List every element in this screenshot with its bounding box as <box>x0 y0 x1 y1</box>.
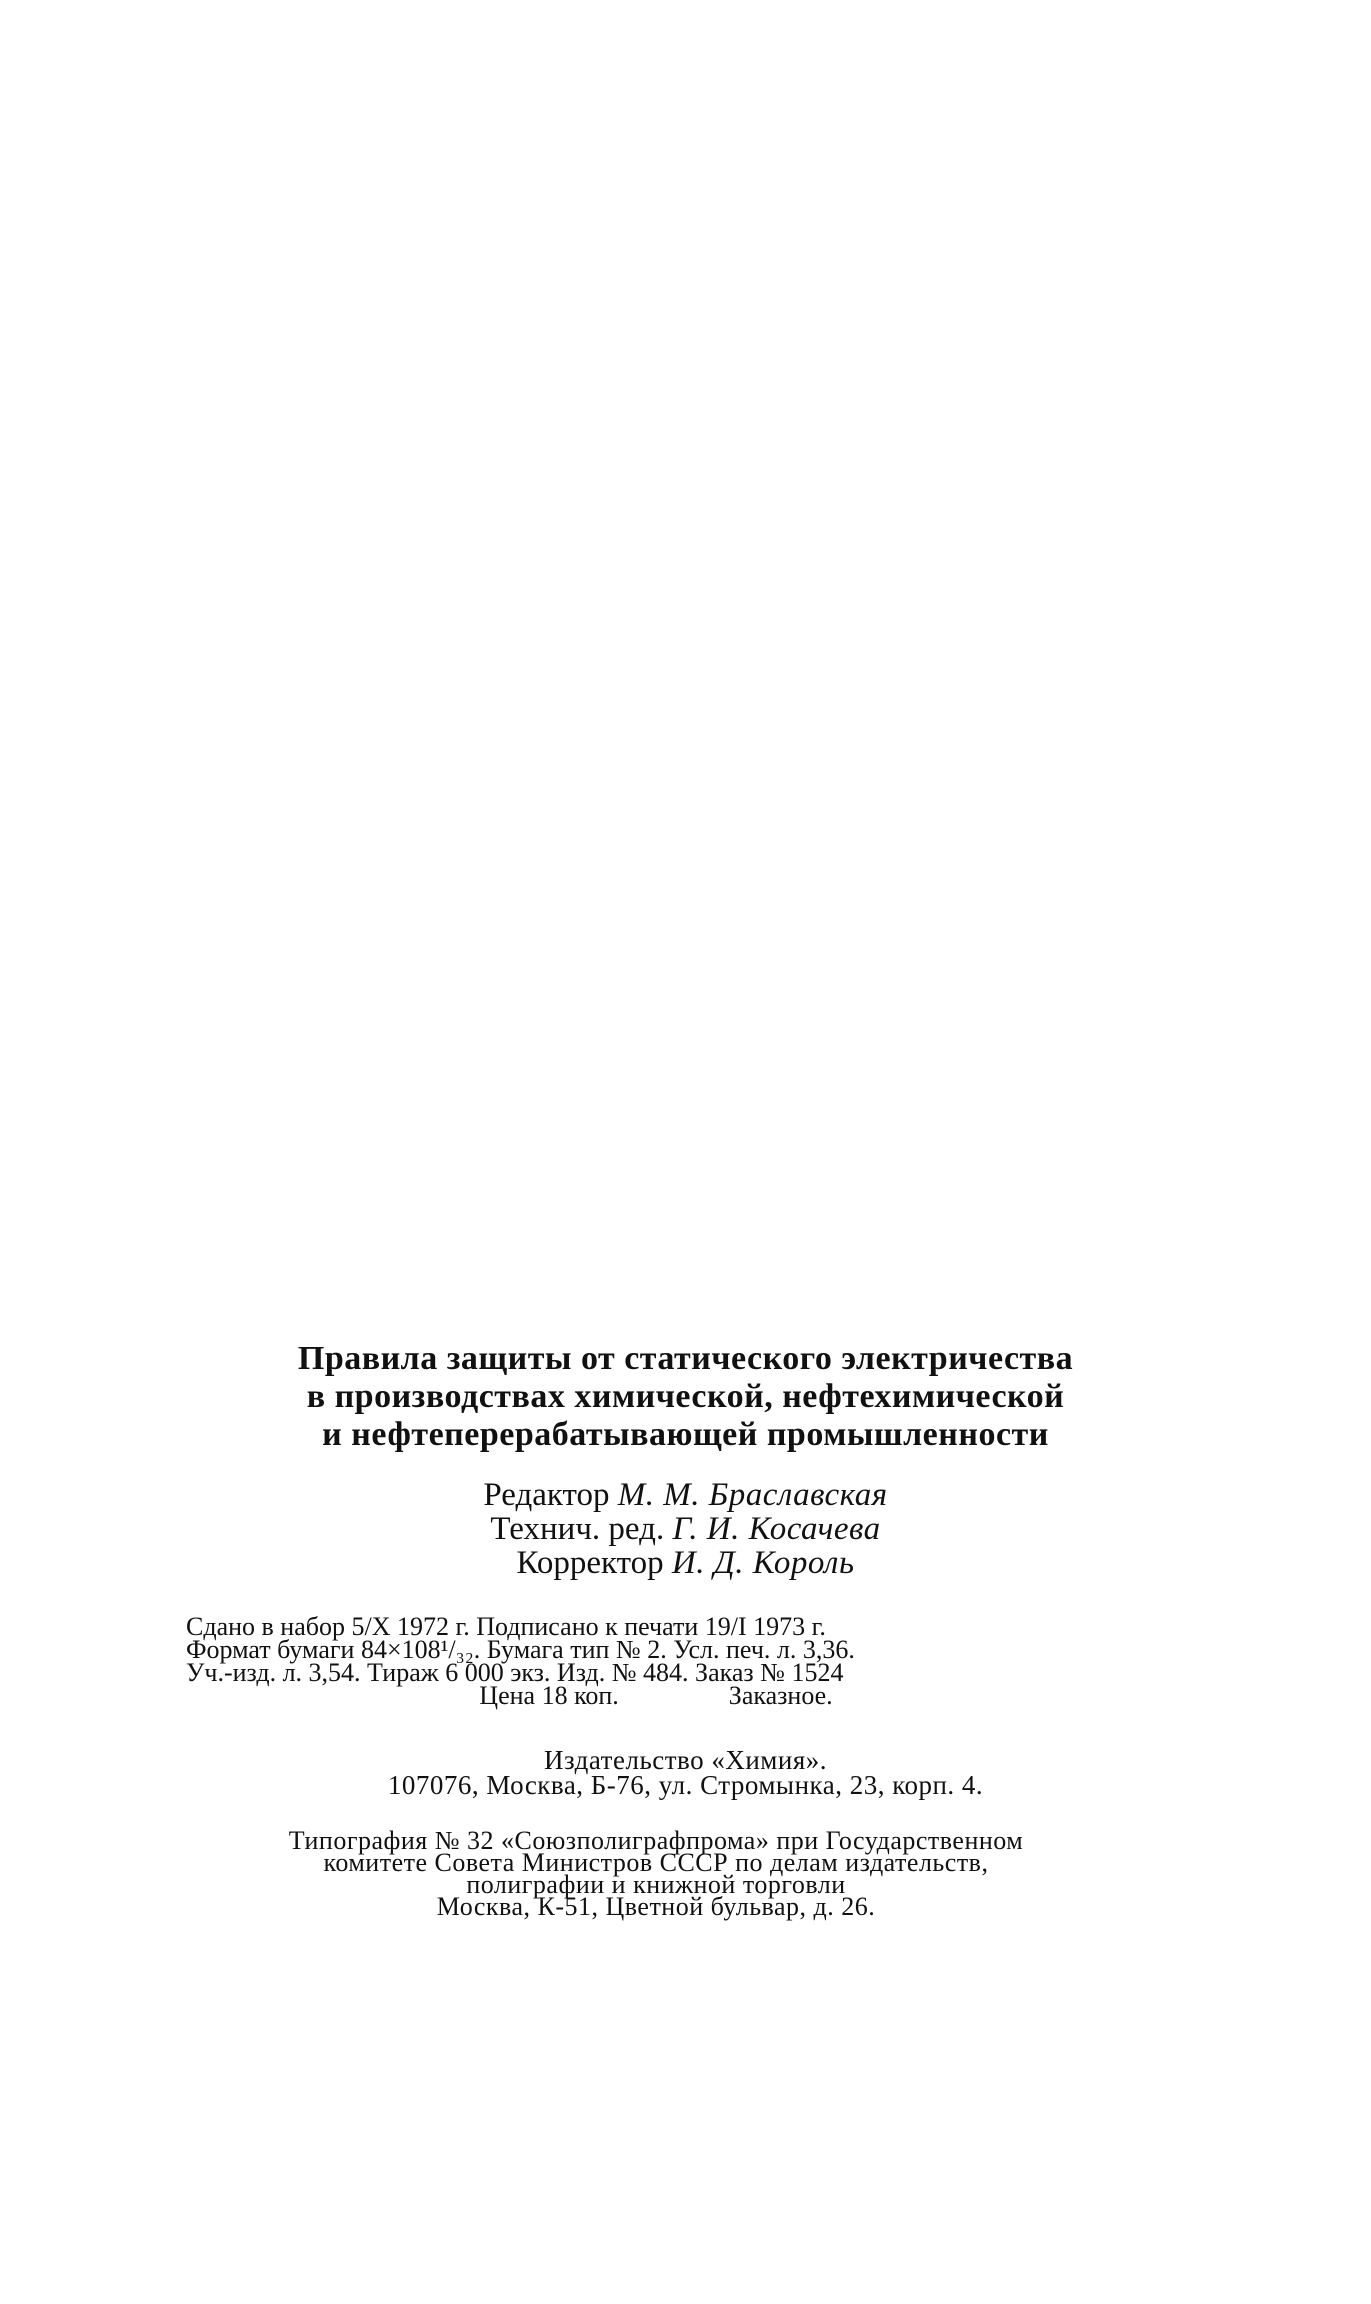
credit-proofreader <box>0 1546 1371 1580</box>
credit-role: Редактор <box>483 1477 610 1513</box>
credit-person: М. М. Браславская <box>617 1477 888 1513</box>
title-line-1: Правила защиты от статического электричества <box>297 1340 1074 1377</box>
title-line-2: в производствах химической, нефтехимической <box>306 1378 1065 1415</box>
printer-line-2: комитете Совета Министров СССР по делам издательств, <box>323 1848 989 1877</box>
credit-role: Корректор <box>516 1545 664 1581</box>
imprint-line-4 <box>186 1681 1126 1710</box>
imprint-line-1: Сдано в набор 5/X 1972 г. Подписано к печати 19/I 1973 г. <box>186 1612 826 1641</box>
imprint-line-3: Уч.-изд. л. 3,54. Тираж 6 000 экз. Изд. № 484. Заказ № 1524 <box>186 1658 844 1687</box>
publisher-name: Издательство «Химия». <box>543 1745 828 1775</box>
printer-line-4: Москва, К-51, Цветной бульвар, д. 26. <box>436 1892 876 1921</box>
credits <box>0 1478 1371 1580</box>
printer-info <box>186 1826 1126 1921</box>
price: Цена 18 коп. <box>479 1681 619 1710</box>
book-title <box>0 1340 1371 1454</box>
credit-role: Технич. ред. <box>490 1511 665 1547</box>
title-line-3: и нефтеперерабатывающей промышленности <box>322 1416 1049 1453</box>
credit-person: Г. И. Косачева <box>672 1511 881 1547</box>
imprint-line-2: Формат бумаги 84×108¹/₃₂. Бумага тип № 2. Усл. печ. л. 3,36. <box>186 1635 855 1664</box>
publisher-address: 107076, Москва, Б-76, ул. Стромынка, 23, корп. 4. <box>387 1770 984 1800</box>
credit-person: И. Д. Король <box>671 1545 855 1581</box>
credit-tech-editor <box>0 1512 1371 1546</box>
order-type: Заказное. <box>728 1681 833 1710</box>
printer-line-3: полиграфии и книжной торговли <box>466 1870 846 1899</box>
printer-line-1: Типография № 32 «Союзполиграфпрома» при Государственном <box>288 1826 1024 1855</box>
print-imprint <box>186 1612 1126 1710</box>
publisher-info <box>0 1745 1371 1800</box>
credit-editor <box>0 1478 1371 1512</box>
